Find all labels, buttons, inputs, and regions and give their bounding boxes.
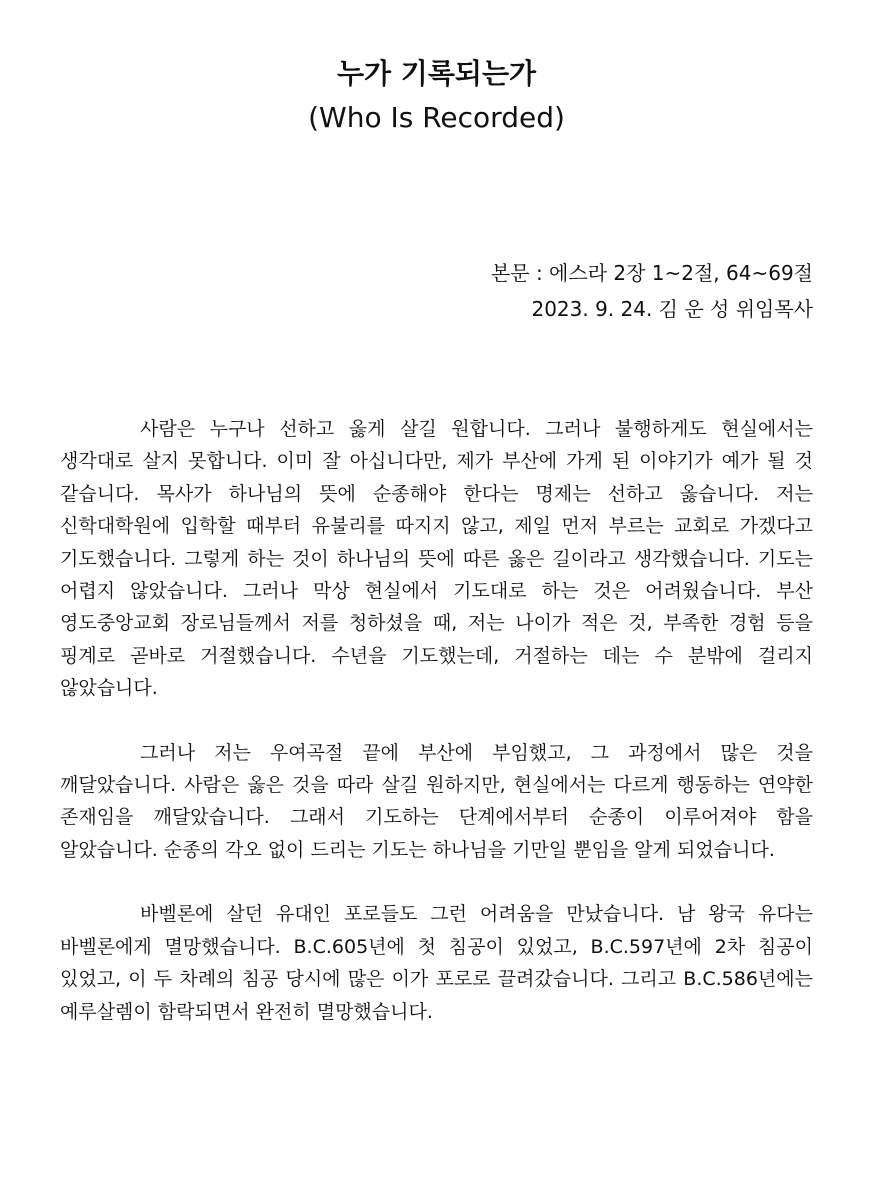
sermon-title: 누가 기록되는가 <box>336 57 537 90</box>
title-block <box>0 52 873 140</box>
paragraph: 바벨론에 살던 유대인 포로들도 그런 어려움을 만났습니다. 남 왕국 유다는 바벨론에게 멸망했습니다. B.C.605년에 첫 침공이 있었고, B.C.597년에 2차 침공이 있었고, 이 두 차례의 침공 당시에 많은 이가 포로로 끌려갔습니다. 그리고 B.C.586년에는 예루살렘이 함락되면서 완전히 멸망했습니다. <box>60 903 813 1023</box>
paragraph: 그러나 저는 우여곡절 끝에 부산에 부임했고, 그 과정에서 많은 것을 깨달았습니다. 사람은 옳은 것을 따라 살길 원하지만, 현실에서는 다르게 행동하는 연약한 존재임을 깨달았습니다. 그래서 기도하는 단계에서부터 순종이 이루어져야 함을 알았습니다. 순종의 각오 없이 드리는 기도는 하나님을 기만일 뿐임을 알게 되었습니다. <box>60 741 813 861</box>
scripture-reference: 본문 : 에스라 2장 1~2절, 64~69절 <box>490 261 813 285</box>
date-author: 2023. 9. 24. 김 운 성 위임목사 <box>531 297 813 321</box>
sermon-body <box>60 413 813 1060</box>
paragraph: 사람은 누구나 선하고 옳게 살길 원합니다. 그러나 불행하게도 현실에서는 생각대로 살지 못합니다. 이미 잘 아십니다만, 제가 부산에 가게 된 이야기가 예가 될 것 같습니다. 목사가 하나님의 뜻에 순종해야 한다는 명제는 선하고 옳습니다. 저는 신학대학원에 입학할 때부터 유불리를 따지지 않고, 제일 먼저 부르는 교회로 가겠다고 기도했습니다. 그렇게 하는 것이 하나님의 뜻에 따른 옳은 길이라고 생각했습니다. 기도는 어렵지 않았습니다. 그러나 막상 현실에서 기도대로 하는 것은 어려웠습니다. 부산 영도중앙교회 장로님들께서 저를 청하셨을 때, 저는 나이가 적은 것, 부족한 경험 등을 핑계로 곧바로 거절했습니다. 수년을 기도했는데, 거절하는 데는 수 분밖에 걸리지 않았습니다. <box>60 418 813 700</box>
sermon-meta <box>491 255 813 327</box>
sermon-subtitle: (Who Is Recorded) <box>308 101 565 134</box>
